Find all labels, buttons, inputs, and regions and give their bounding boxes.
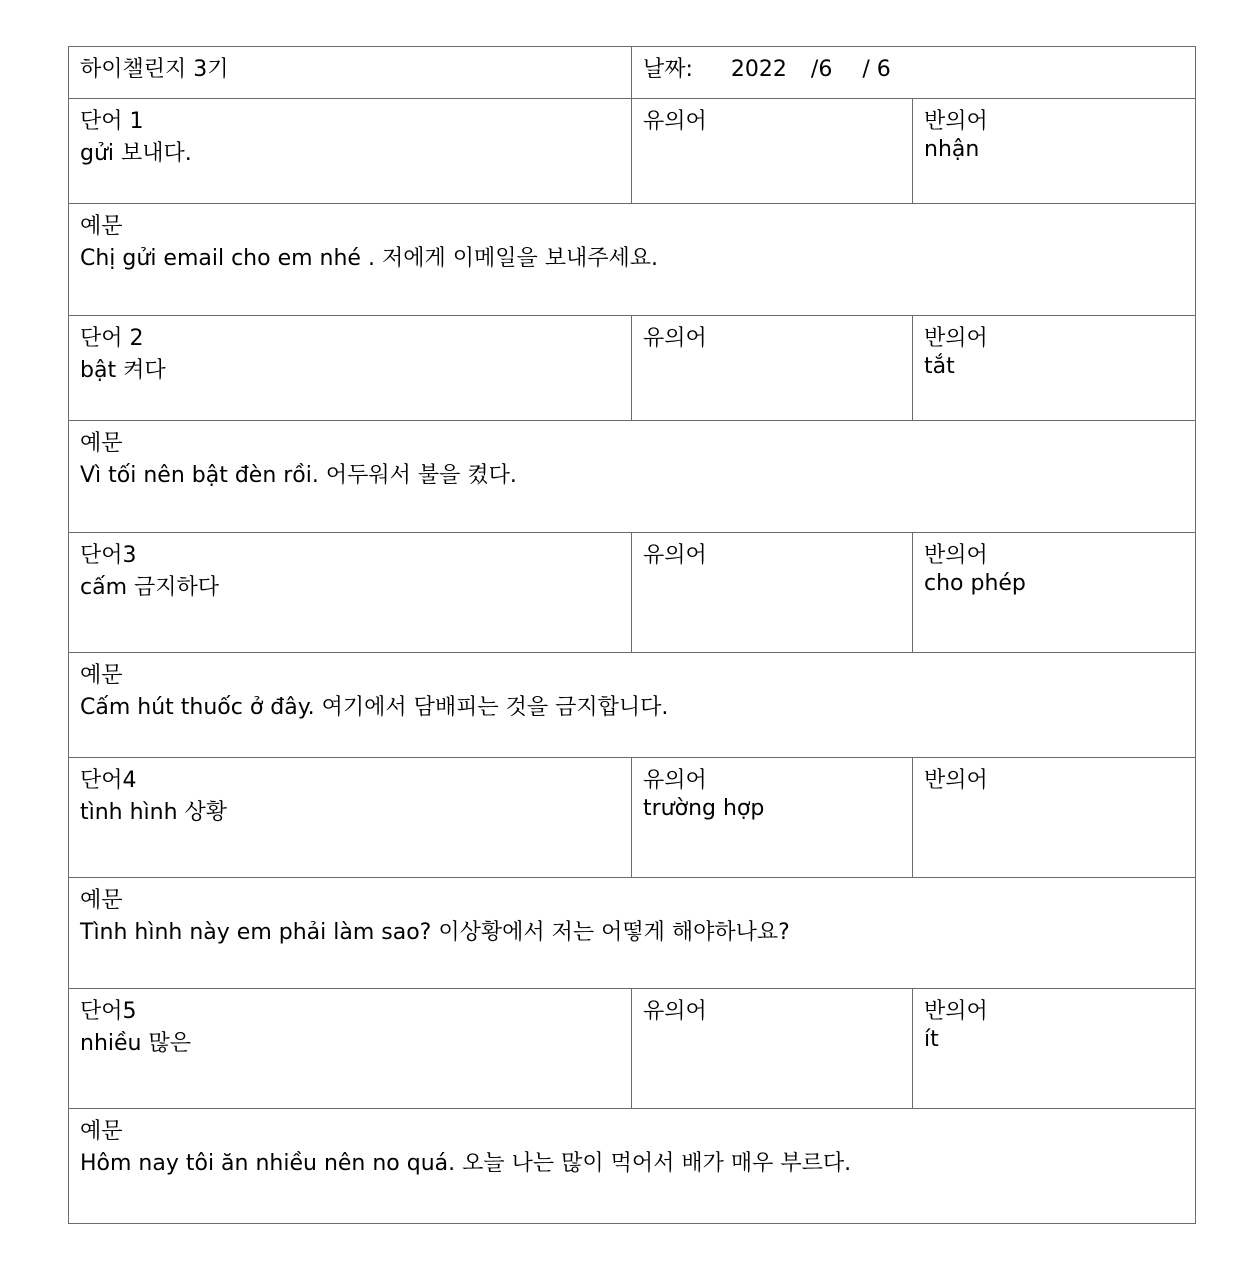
word-label: 단어 1 — [80, 109, 144, 134]
example-cell — [69, 204, 1196, 316]
synonym-value: trường hợp — [643, 796, 765, 821]
synonym-label: 유의어 — [643, 543, 707, 568]
antonym-value: ít — [924, 1027, 939, 1052]
word-label: 단어3 — [80, 543, 137, 568]
word-value: tình hình 상황 — [80, 800, 228, 825]
antonym-label: 반의어 — [924, 109, 988, 134]
example-cell — [69, 1109, 1196, 1224]
antonym-cell — [913, 316, 1196, 421]
worksheet-title-cell — [69, 47, 632, 99]
antonym-cell — [913, 99, 1196, 204]
example-row — [69, 1109, 1196, 1224]
vocabulary-worksheet — [68, 46, 1196, 1224]
date-year: 2022 — [730, 57, 787, 82]
antonym-label: 반의어 — [924, 326, 988, 351]
antonym-label: 반의어 — [924, 768, 988, 793]
example-sentence: Tình hình này em phải làm sao? 이상황에서 저는 어떻게 해야하나요? — [80, 920, 790, 945]
word-label: 단어 2 — [80, 326, 144, 351]
example-label: 예문 — [80, 1119, 123, 1144]
antonym-value: tắt — [924, 354, 955, 379]
synonym-cell — [632, 533, 913, 653]
example-sentence: Cấm hút thuốc ở đây. 여기에서 담배피는 것을 금지합니다. — [80, 695, 669, 720]
word-cell — [69, 316, 632, 421]
example-row — [69, 878, 1196, 989]
word-cell — [69, 533, 632, 653]
antonym-value: nhận — [924, 137, 980, 162]
antonym-value: cho phép — [924, 571, 1026, 596]
word-cell — [69, 99, 632, 204]
word-value: nhiều 많은 — [80, 1031, 191, 1056]
synonym-label: 유의어 — [643, 999, 707, 1024]
example-label: 예문 — [80, 663, 123, 688]
antonym-cell — [913, 533, 1196, 653]
synonym-cell — [632, 99, 913, 204]
example-label: 예문 — [80, 431, 123, 456]
word-value: gửi 보내다. — [80, 141, 192, 166]
synonym-label: 유의어 — [643, 109, 707, 134]
example-row — [69, 421, 1196, 533]
word-row — [69, 316, 1196, 421]
example-sentence: Hôm nay tôi ăn nhiều nên no quá. 오늘 나는 많이 먹어서 배가 매우 부르다. — [80, 1151, 852, 1176]
example-row — [69, 204, 1196, 316]
antonym-label: 반의어 — [924, 543, 988, 568]
synonym-label: 유의어 — [643, 768, 707, 793]
synonym-cell — [632, 316, 913, 421]
example-row — [69, 653, 1196, 758]
example-cell — [69, 421, 1196, 533]
example-cell — [69, 878, 1196, 989]
word-row — [69, 758, 1196, 878]
header-row — [69, 47, 1196, 99]
word-label: 단어5 — [80, 999, 137, 1024]
antonym-cell — [913, 758, 1196, 878]
date-day: / 6 — [862, 57, 891, 82]
example-cell — [69, 653, 1196, 758]
antonym-label: 반의어 — [924, 999, 988, 1024]
synonym-cell — [632, 989, 913, 1109]
date-label: 날짜: — [643, 57, 693, 82]
example-sentence: Chị gửi email cho em nhé . 저에게 이메일을 보내주세요. — [80, 246, 658, 271]
word-row — [69, 99, 1196, 204]
date-month: /6 — [810, 57, 833, 82]
word-cell — [69, 989, 632, 1109]
example-sentence: Vì tối nên bật đèn rồi. 어두워서 불을 켰다. — [80, 463, 517, 488]
worksheet-title: 하이챌린지 3기 — [80, 57, 229, 82]
example-label: 예문 — [80, 214, 123, 239]
word-label: 단어4 — [80, 768, 137, 793]
word-value: bật 켜다 — [80, 358, 166, 383]
word-cell — [69, 758, 632, 878]
antonym-cell — [913, 989, 1196, 1109]
word-value: cấm 금지하다 — [80, 575, 220, 600]
word-row — [69, 533, 1196, 653]
example-label: 예문 — [80, 888, 123, 913]
synonym-cell — [632, 758, 913, 878]
date-cell — [632, 47, 1196, 99]
synonym-label: 유의어 — [643, 326, 707, 351]
word-row — [69, 989, 1196, 1109]
